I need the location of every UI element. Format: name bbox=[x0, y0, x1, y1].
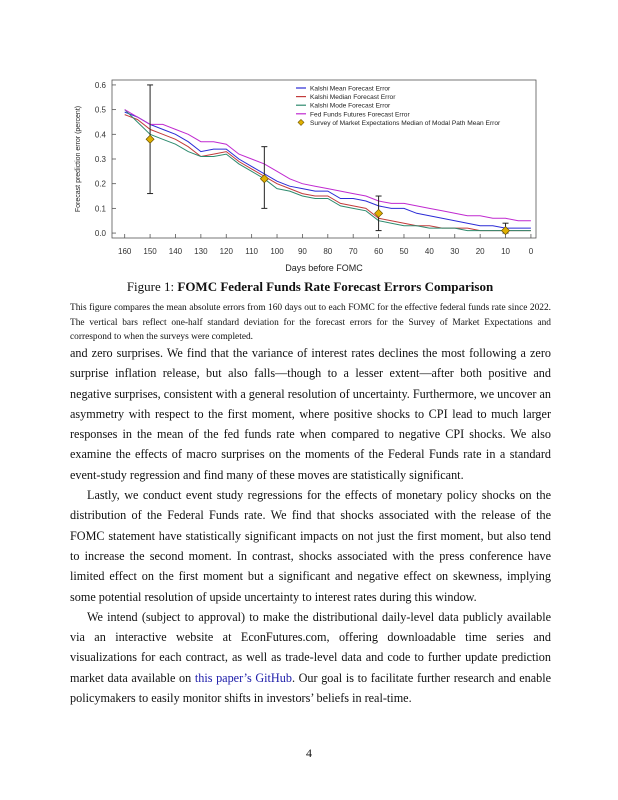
y-tick-label: 0.5 bbox=[94, 105, 106, 115]
x-tick-label: 100 bbox=[270, 247, 284, 256]
figure-title: FOMC Federal Funds Rate Forecast Errors Comparison bbox=[177, 279, 494, 294]
y-tick-label: 0.6 bbox=[94, 80, 106, 90]
x-tick-label: 160 bbox=[118, 247, 132, 256]
y-tick-label: 0.1 bbox=[94, 204, 106, 214]
github-link[interactable]: this paper’s GitHub bbox=[194, 670, 292, 685]
x-tick-label: 120 bbox=[219, 247, 233, 256]
x-tick-label: 10 bbox=[501, 247, 510, 256]
legend-label: Kalshi Mean Forecast Error bbox=[310, 85, 391, 93]
x-tick-label: 40 bbox=[424, 247, 434, 256]
paragraph-3 bbox=[70, 607, 551, 708]
x-tick-label: 90 bbox=[297, 247, 307, 256]
paragraph-3-text-b: . Our goal is to facilitate further research and enable policymakers to easily monitor shifts in investors’ beliefs in real-time. bbox=[70, 670, 551, 706]
paragraph-1: and zero surprises. We find that the variance of interest rates declines the most following a zero surprise inflation release, but also falls—though to a lesser extent—after both positive and negative surprises, consistent with a general resolution of uncertainty. Furthermore, we uncover an asymmetry with respect to the first moment, where positive shocks to CPI lead to much larger responses in the mean of the fed funds rate when compared to negative CPI shocks. We also examine the effects of macro surprises on the moments of the Federal Funds rate in a standard event-study regression and find many of these moves are statistically significant. bbox=[70, 346, 551, 482]
x-tick-label: 110 bbox=[245, 247, 259, 256]
y-tick-label: 0.2 bbox=[94, 179, 106, 189]
x-tick-label: 150 bbox=[143, 247, 157, 256]
paragraph-2: Lastly, we conduct event study regressions for the effects of monetary policy shocks on the distribution of the Federal Funds rate. We find that shocks associated with the release of the FOMC statement have statistically significant impacts on not just the first moment, but also tend to increase the second moment. In contrast, shocks associated with the press conference have limited effect on the first moment but a significant and negative effect on skewness, implying some potential resolution of upside uncertainty to interest rates during this window. bbox=[70, 488, 551, 604]
page-number: 4 bbox=[306, 746, 312, 760]
y-tick-label: 0.4 bbox=[94, 130, 106, 140]
forecast-error-chart bbox=[70, 70, 550, 280]
paragraph-3-text-a: We intend (subject to approval) to make the distributional daily-level data publicly available via an interactive website at EconFutures.com, offering downloadable time series and visualizations for each contract, as well as trade-level data and code to further update prediction market data available on bbox=[70, 609, 551, 685]
x-tick-label: 130 bbox=[194, 247, 208, 256]
figure-chart bbox=[70, 70, 550, 280]
y-tick-label: 0.3 bbox=[94, 155, 106, 164]
x-tick-label: 60 bbox=[374, 247, 384, 256]
legend-label: Fed Funds Futures Forecast Error bbox=[310, 111, 410, 119]
x-tick-label: 0 bbox=[528, 247, 534, 256]
x-tick-label: 80 bbox=[323, 247, 333, 256]
x-tick-label: 140 bbox=[168, 247, 183, 256]
legend-label: Kalshi Median Forecast Error bbox=[310, 94, 396, 102]
figure-note: This figure compares the mean absolute errors from 160 days out to each FOMC for the effective federal funds rate since 2022. The vertical bars reflect one-half standard deviation for the forecast errors for the Survey of Market Expectations and correspond to when the surveys were completed. bbox=[70, 303, 551, 343]
figure-caption bbox=[70, 279, 550, 295]
x-tick-label: 30 bbox=[450, 247, 460, 256]
figure-label: Figure 1: bbox=[126, 279, 175, 294]
x-tick-label: 20 bbox=[475, 247, 485, 256]
x-tick-label: 50 bbox=[399, 247, 409, 256]
legend-label: Survey of Market Expectations Median of Modal Path Mean Error bbox=[310, 119, 501, 127]
y-tick-label: 0.0 bbox=[94, 229, 106, 239]
legend-label: Kalshi Mode Forecast Error bbox=[310, 102, 391, 110]
x-axis-label: Days before FOMC bbox=[285, 263, 363, 273]
y-axis-label: Forecast prediction error (percent) bbox=[75, 105, 82, 213]
x-tick-label: 70 bbox=[348, 247, 358, 256]
body-text bbox=[70, 343, 551, 708]
